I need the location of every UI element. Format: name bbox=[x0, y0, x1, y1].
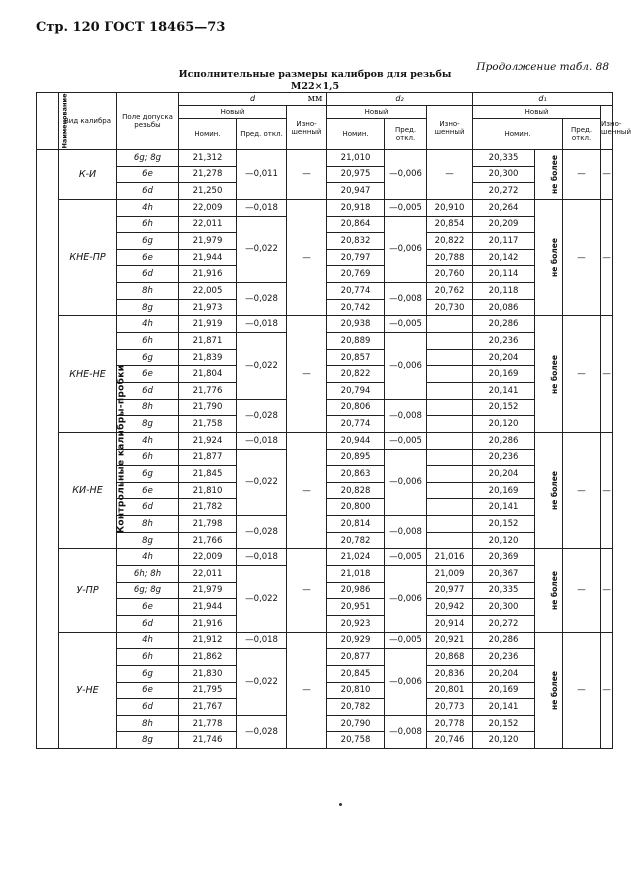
table-row bbox=[37, 316, 613, 333]
col-d-izn: Изно-шенный bbox=[287, 106, 327, 150]
tolerance-field: 6g bbox=[117, 233, 179, 250]
col-d1-pred: Пред. откл. bbox=[563, 119, 601, 150]
d1-deviation: — bbox=[563, 199, 601, 315]
d2-nominal: 20,986 bbox=[327, 582, 385, 599]
d-nominal: 22,011 bbox=[179, 566, 237, 583]
col-d-nom: Номин. bbox=[179, 119, 237, 150]
d2-worn bbox=[427, 466, 473, 483]
d2-nominal: 20,864 bbox=[327, 216, 385, 233]
d-nominal: 21,862 bbox=[179, 649, 237, 666]
d1-nominal: 20,169 bbox=[473, 682, 535, 699]
d-nominal: 21,839 bbox=[179, 349, 237, 366]
d2-worn bbox=[427, 366, 473, 383]
d2-worn: — bbox=[427, 150, 473, 200]
col-d-new: Новый bbox=[179, 106, 287, 119]
d1-worn: — bbox=[601, 316, 613, 432]
d2-worn: 20,746 bbox=[427, 732, 473, 749]
d2-deviation: —0,005 bbox=[385, 632, 427, 649]
d1-nominal: 20,169 bbox=[473, 366, 535, 383]
tolerance-field: 6e bbox=[117, 599, 179, 616]
d-deviation: —0,011 bbox=[237, 150, 287, 200]
d2-worn: 20,910 bbox=[427, 199, 473, 216]
d1-nominal: 20,152 bbox=[473, 516, 535, 533]
table-row bbox=[37, 549, 613, 566]
d2-deviation: —0,005 bbox=[385, 432, 427, 449]
d-worn: — bbox=[287, 150, 327, 200]
d1-nominal: 20,152 bbox=[473, 399, 535, 416]
d-nominal: 21,778 bbox=[179, 715, 237, 732]
tolerance-field: 4h bbox=[117, 432, 179, 449]
d2-nominal: 20,923 bbox=[327, 615, 385, 632]
d-nominal: 21,871 bbox=[179, 333, 237, 350]
table-row bbox=[37, 632, 613, 649]
d-nominal: 21,845 bbox=[179, 466, 237, 483]
d-nominal: 21,746 bbox=[179, 732, 237, 749]
d1-deviation: — bbox=[563, 316, 601, 432]
ne-bolee-text: не более bbox=[550, 238, 560, 278]
col-vid: Вид калибра bbox=[59, 93, 117, 150]
d2-deviation: —0,005 bbox=[385, 199, 427, 216]
d1-nominal: 20,204 bbox=[473, 466, 535, 483]
d1-nominal: 20,204 bbox=[473, 665, 535, 682]
d1-limit-note bbox=[535, 432, 563, 548]
d1-nominal: 20,209 bbox=[473, 216, 535, 233]
d2-nominal: 20,806 bbox=[327, 399, 385, 416]
d2-nominal: 20,822 bbox=[327, 366, 385, 383]
gauge-kind: КНЕ-НЕ bbox=[59, 316, 117, 432]
d2-nominal: 20,800 bbox=[327, 499, 385, 516]
d-nominal: 21,973 bbox=[179, 299, 237, 316]
gauge-kind: К-И bbox=[59, 150, 117, 200]
table-continuation-label: Продолжение табл. 88 bbox=[476, 61, 609, 73]
d2-nominal: 20,810 bbox=[327, 682, 385, 699]
d-nominal: 21,979 bbox=[179, 233, 237, 250]
col-d1: d₁ bbox=[473, 93, 613, 106]
d1-limit-note bbox=[535, 199, 563, 315]
d2-nominal: 20,774 bbox=[327, 416, 385, 433]
d-nominal: 21,250 bbox=[179, 183, 237, 200]
d1-nominal: 20,204 bbox=[473, 349, 535, 366]
d2-deviation: —0,008 bbox=[385, 516, 427, 549]
d-nominal: 21,916 bbox=[179, 615, 237, 632]
d2-nominal: 20,814 bbox=[327, 516, 385, 533]
d-deviation: —0,028 bbox=[237, 399, 287, 432]
d-nominal: 21,830 bbox=[179, 665, 237, 682]
d1-nominal: 20,114 bbox=[473, 266, 535, 283]
d2-worn bbox=[427, 499, 473, 516]
tolerance-field: 8g bbox=[117, 299, 179, 316]
d2-nominal: 20,857 bbox=[327, 349, 385, 366]
d-nominal: 21,924 bbox=[179, 432, 237, 449]
d2-deviation: —0,008 bbox=[385, 399, 427, 432]
tolerance-field: 8g bbox=[117, 732, 179, 749]
tolerance-field: 6e bbox=[117, 166, 179, 183]
d2-worn bbox=[427, 532, 473, 549]
d2-nominal: 21,024 bbox=[327, 549, 385, 566]
col-d1-izn: Изно-шенный bbox=[601, 106, 613, 150]
d-nominal: 21,877 bbox=[179, 449, 237, 466]
d1-nominal: 20,236 bbox=[473, 333, 535, 350]
gauge-dimensions-table bbox=[36, 92, 631, 749]
d2-worn bbox=[427, 382, 473, 399]
d2-nominal: 20,895 bbox=[327, 449, 385, 466]
d-deviation: —0,018 bbox=[237, 549, 287, 566]
page-mark bbox=[339, 803, 342, 806]
d2-worn bbox=[427, 482, 473, 499]
d2-worn: 20,854 bbox=[427, 216, 473, 233]
tolerance-field: 6e bbox=[117, 249, 179, 266]
d-worn: — bbox=[287, 549, 327, 632]
ne-bolee-text: не более bbox=[550, 670, 560, 710]
d-deviation: —0,018 bbox=[237, 632, 287, 649]
col-d2-izn: Изно-шенный bbox=[427, 106, 473, 150]
d1-nominal: 20,335 bbox=[473, 150, 535, 167]
d2-worn: 20,760 bbox=[427, 266, 473, 283]
d2-worn: 20,977 bbox=[427, 582, 473, 599]
d2-worn bbox=[427, 316, 473, 333]
d2-nominal: 20,769 bbox=[327, 266, 385, 283]
d2-deviation: —0,005 bbox=[385, 316, 427, 333]
d1-nominal: 20,117 bbox=[473, 233, 535, 250]
d1-worn: — bbox=[601, 549, 613, 632]
page-header: Стр. 120 ГОСТ 18465—73 bbox=[36, 20, 226, 35]
tolerance-field: 8g bbox=[117, 532, 179, 549]
gauge-kind: У-ПР bbox=[59, 549, 117, 632]
d2-worn bbox=[427, 349, 473, 366]
d2-worn: 20,836 bbox=[427, 665, 473, 682]
d1-nominal: 20,286 bbox=[473, 316, 535, 333]
d2-worn bbox=[427, 516, 473, 533]
d1-nominal: 20,300 bbox=[473, 599, 535, 616]
ne-bolee-text: не более bbox=[550, 154, 560, 194]
d2-worn: 21,016 bbox=[427, 549, 473, 566]
tolerance-field: 6g; 8g bbox=[117, 150, 179, 167]
d1-nominal: 20,141 bbox=[473, 499, 535, 516]
col-pole: Поле допуска резьбы bbox=[117, 93, 179, 150]
tolerance-field: 6e bbox=[117, 366, 179, 383]
d-nominal: 21,790 bbox=[179, 399, 237, 416]
ne-bolee-text: не более bbox=[550, 354, 560, 394]
d1-deviation: — bbox=[563, 549, 601, 632]
tolerance-field: 6g; 8g bbox=[117, 582, 179, 599]
d2-worn: 20,778 bbox=[427, 715, 473, 732]
d2-worn bbox=[427, 333, 473, 350]
d-nominal: 22,011 bbox=[179, 216, 237, 233]
d1-nominal: 20,272 bbox=[473, 615, 535, 632]
d1-nominal: 20,369 bbox=[473, 549, 535, 566]
d2-worn bbox=[427, 432, 473, 449]
group-label-text: Контрольные калибры-пробки bbox=[116, 364, 127, 534]
d-nominal: 21,278 bbox=[179, 166, 237, 183]
d1-nominal: 20,335 bbox=[473, 582, 535, 599]
col-d2-nom: Номин. bbox=[327, 119, 385, 150]
tolerance-field: 6h bbox=[117, 649, 179, 666]
d-worn: — bbox=[287, 632, 327, 748]
d2-nominal: 20,774 bbox=[327, 283, 385, 300]
d2-worn bbox=[427, 416, 473, 433]
table-title: Исполнительные размеры калибров для резьбы М22×1,5 bbox=[178, 69, 452, 92]
d1-nominal: 20,286 bbox=[473, 632, 535, 649]
d-deviation: —0,022 bbox=[237, 566, 287, 633]
d1-nominal: 20,286 bbox=[473, 432, 535, 449]
tolerance-field: 6g bbox=[117, 466, 179, 483]
gauge-kind: КНЕ-ПР bbox=[59, 199, 117, 315]
d2-worn: 20,730 bbox=[427, 299, 473, 316]
d2-worn: 20,762 bbox=[427, 283, 473, 300]
d2-nominal: 20,794 bbox=[327, 382, 385, 399]
table-unit: мм bbox=[307, 93, 323, 104]
d2-nominal: 20,929 bbox=[327, 632, 385, 649]
d2-nominal: 20,790 bbox=[327, 715, 385, 732]
d2-worn: 21,009 bbox=[427, 566, 473, 583]
d2-deviation: —0,006 bbox=[385, 566, 427, 633]
ne-bolee-text: не более bbox=[550, 471, 560, 511]
d2-worn: 20,868 bbox=[427, 649, 473, 666]
d1-nominal: 20,300 bbox=[473, 166, 535, 183]
d2-worn bbox=[427, 449, 473, 466]
d-deviation: —0,018 bbox=[237, 432, 287, 449]
tolerance-field: 8h bbox=[117, 516, 179, 533]
d2-nominal: 20,918 bbox=[327, 199, 385, 216]
d2-nominal: 20,863 bbox=[327, 466, 385, 483]
d1-nominal: 20,120 bbox=[473, 532, 535, 549]
d-nominal: 21,979 bbox=[179, 582, 237, 599]
d1-nominal: 20,236 bbox=[473, 449, 535, 466]
tolerance-field: 6h bbox=[117, 449, 179, 466]
d-nominal: 21,944 bbox=[179, 249, 237, 266]
d-nominal: 21,804 bbox=[179, 366, 237, 383]
d1-nominal: 20,367 bbox=[473, 566, 535, 583]
d1-limit-note bbox=[535, 549, 563, 632]
d-nominal: 21,798 bbox=[179, 516, 237, 533]
d2-worn: 20,942 bbox=[427, 599, 473, 616]
tolerance-field: 6d bbox=[117, 183, 179, 200]
col-d2-pred: Пред. откл. bbox=[385, 119, 427, 150]
tolerance-field: 6e bbox=[117, 682, 179, 699]
tolerance-field: 8h bbox=[117, 399, 179, 416]
tolerance-field: 6g bbox=[117, 665, 179, 682]
d1-deviation: — bbox=[563, 432, 601, 548]
d-nominal: 22,009 bbox=[179, 549, 237, 566]
col-d1-new: Новый bbox=[473, 106, 601, 119]
tolerance-field: 6h bbox=[117, 216, 179, 233]
tolerance-field: 8g bbox=[117, 416, 179, 433]
d-worn: — bbox=[287, 316, 327, 432]
d1-worn: — bbox=[601, 632, 613, 748]
d2-deviation: —0,005 bbox=[385, 549, 427, 566]
d-deviation: —0,028 bbox=[237, 516, 287, 549]
d1-nominal: 20,118 bbox=[473, 283, 535, 300]
d1-nominal: 20,264 bbox=[473, 199, 535, 216]
d-nominal: 21,776 bbox=[179, 382, 237, 399]
d1-worn: — bbox=[601, 150, 613, 200]
d1-nominal: 20,120 bbox=[473, 732, 535, 749]
d2-nominal: 21,018 bbox=[327, 566, 385, 583]
table-row bbox=[37, 150, 613, 167]
d2-nominal: 20,758 bbox=[327, 732, 385, 749]
d-worn: — bbox=[287, 199, 327, 315]
tolerance-field: 4h bbox=[117, 632, 179, 649]
d2-nominal: 20,947 bbox=[327, 183, 385, 200]
d2-nominal: 21,010 bbox=[327, 150, 385, 167]
col-d-pred: Пред. откл. bbox=[237, 119, 287, 150]
d1-worn: — bbox=[601, 199, 613, 315]
d-deviation: —0,022 bbox=[237, 449, 287, 516]
d2-worn: 20,773 bbox=[427, 699, 473, 716]
d2-nominal: 20,944 bbox=[327, 432, 385, 449]
d-nominal: 21,782 bbox=[179, 499, 237, 516]
d-deviation: —0,018 bbox=[237, 316, 287, 333]
d2-worn: 20,914 bbox=[427, 615, 473, 632]
d-nominal: 22,009 bbox=[179, 199, 237, 216]
tolerance-field: 6g bbox=[117, 349, 179, 366]
d2-deviation: —0,006 bbox=[385, 449, 427, 516]
d2-deviation: —0,008 bbox=[385, 715, 427, 748]
d2-worn: 20,822 bbox=[427, 233, 473, 250]
d2-worn: 20,801 bbox=[427, 682, 473, 699]
d2-deviation: —0,006 bbox=[385, 649, 427, 716]
tolerance-field: 6d bbox=[117, 699, 179, 716]
d1-deviation: — bbox=[563, 632, 601, 748]
d2-nominal: 20,889 bbox=[327, 333, 385, 350]
d-deviation: —0,018 bbox=[237, 199, 287, 216]
col-d1-nom: Номин. bbox=[473, 119, 563, 150]
d1-nominal: 20,236 bbox=[473, 649, 535, 666]
tolerance-field: 4h bbox=[117, 549, 179, 566]
tolerance-field: 6h bbox=[117, 333, 179, 350]
d1-nominal: 20,141 bbox=[473, 382, 535, 399]
d1-nominal: 20,152 bbox=[473, 715, 535, 732]
d2-worn: 20,921 bbox=[427, 632, 473, 649]
d1-nominal: 20,142 bbox=[473, 249, 535, 266]
tolerance-field: 6e bbox=[117, 482, 179, 499]
d1-limit-note bbox=[535, 632, 563, 748]
d2-nominal: 20,828 bbox=[327, 482, 385, 499]
tolerance-field: 8h bbox=[117, 715, 179, 732]
d-deviation: —0,022 bbox=[237, 333, 287, 400]
d-nominal: 21,810 bbox=[179, 482, 237, 499]
tolerance-field: 6d bbox=[117, 499, 179, 516]
d1-deviation: — bbox=[563, 150, 601, 200]
d-nominal: 21,919 bbox=[179, 316, 237, 333]
d1-nominal: 20,141 bbox=[473, 699, 535, 716]
d-nominal: 21,944 bbox=[179, 599, 237, 616]
d-deviation: —0,028 bbox=[237, 283, 287, 316]
tolerance-field: 6d bbox=[117, 266, 179, 283]
tolerance-field: 8h bbox=[117, 283, 179, 300]
d-nominal: 21,758 bbox=[179, 416, 237, 433]
d2-worn: 20,788 bbox=[427, 249, 473, 266]
col-d: d bbox=[179, 93, 327, 106]
d2-deviation: —0,006 bbox=[385, 333, 427, 400]
d2-nominal: 20,877 bbox=[327, 649, 385, 666]
gauge-kind: У-НЕ bbox=[59, 632, 117, 748]
d2-deviation: —0,006 bbox=[385, 216, 427, 283]
d2-nominal: 20,782 bbox=[327, 532, 385, 549]
tolerance-field: 6d bbox=[117, 615, 179, 632]
d-nominal: 21,916 bbox=[179, 266, 237, 283]
d2-nominal: 20,832 bbox=[327, 233, 385, 250]
tolerance-field: 4h bbox=[117, 199, 179, 216]
d-worn: — bbox=[287, 432, 327, 548]
d1-limit-note bbox=[535, 150, 563, 200]
ne-bolee-text: не более bbox=[550, 571, 560, 610]
tolerance-field: 6d bbox=[117, 382, 179, 399]
table-row bbox=[37, 199, 613, 216]
d1-nominal: 20,086 bbox=[473, 299, 535, 316]
d-nominal: 21,795 bbox=[179, 682, 237, 699]
d2-deviation: —0,006 bbox=[385, 150, 427, 200]
d2-nominal: 20,938 bbox=[327, 316, 385, 333]
d-nominal: 22,005 bbox=[179, 283, 237, 300]
tolerance-field: 4h bbox=[117, 316, 179, 333]
col-naim: Наименование bbox=[37, 93, 59, 150]
d1-worn: — bbox=[601, 432, 613, 548]
d2-nominal: 20,782 bbox=[327, 699, 385, 716]
d2-nominal: 20,845 bbox=[327, 665, 385, 682]
d-deviation: —0,022 bbox=[237, 649, 287, 716]
d1-nominal: 20,120 bbox=[473, 416, 535, 433]
gauge-kind: КИ-НЕ bbox=[59, 432, 117, 548]
d-nominal: 21,312 bbox=[179, 150, 237, 167]
d-deviation: —0,022 bbox=[237, 216, 287, 283]
d2-nominal: 20,951 bbox=[327, 599, 385, 616]
d-nominal: 21,766 bbox=[179, 532, 237, 549]
d1-nominal: 20,169 bbox=[473, 482, 535, 499]
d-nominal: 21,912 bbox=[179, 632, 237, 649]
col-d2: d₂ bbox=[327, 93, 473, 106]
d-deviation: —0,028 bbox=[237, 715, 287, 748]
d1-nominal: 20,272 bbox=[473, 183, 535, 200]
col-d2-new: Новый bbox=[327, 106, 427, 119]
d2-nominal: 20,742 bbox=[327, 299, 385, 316]
tolerance-field: 6h; 8h bbox=[117, 566, 179, 583]
d2-worn bbox=[427, 399, 473, 416]
d1-limit-note bbox=[535, 316, 563, 432]
d2-nominal: 20,797 bbox=[327, 249, 385, 266]
d2-deviation: —0,008 bbox=[385, 283, 427, 316]
d-nominal: 21,767 bbox=[179, 699, 237, 716]
d2-nominal: 20,975 bbox=[327, 166, 385, 183]
